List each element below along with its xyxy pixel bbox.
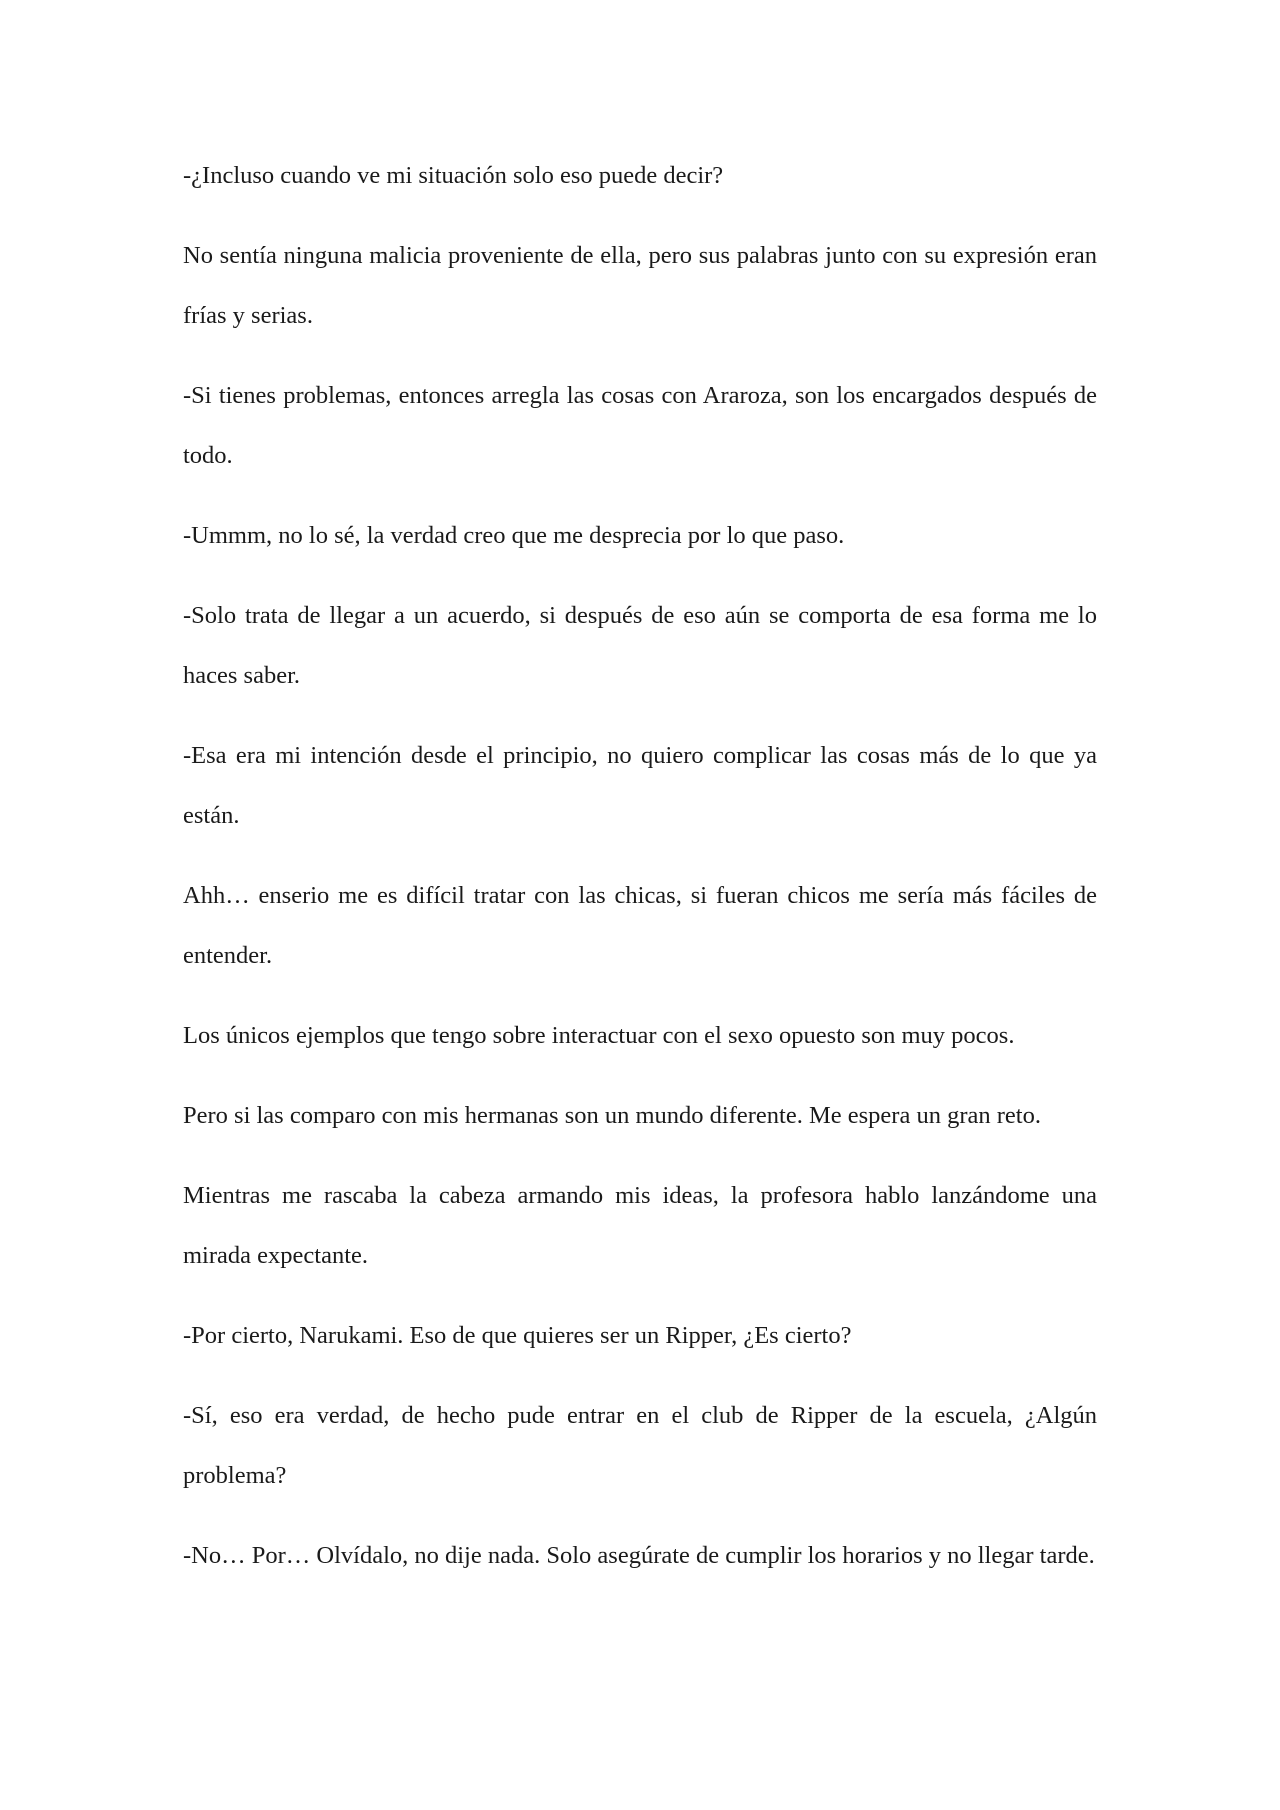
paragraph-10: Mientras me rascaba la cabeza armando mis ideas, la profesora hablo lanzándome una mirada expectante. (183, 1182, 1097, 1269)
paragraph-2: No sentía ninguna malicia proveniente de ella, pero sus palabras junto con su expresión eran frías y serias. (183, 242, 1097, 329)
paragraph-3: -Si tienes problemas, entonces arregla las cosas con Araroza, son los encargados después de todo. (183, 382, 1097, 469)
paragraph-7: Ahh… enserio me es difícil tratar con las chicas, si fueran chicos me sería más fáciles de entender. (183, 882, 1097, 969)
paragraph-12: -Sí, eso era verdad, de hecho pude entrar en el club de Ripper de la escuela, ¿Algún problema? (183, 1402, 1097, 1489)
paragraph-13: -No… Por… Olvídalo, no dije nada. Solo asegúrate de cumplir los horarios y no llegar tarde. (183, 1542, 1095, 1569)
paragraph-4: -Ummm, no lo sé, la verdad creo que me desprecia por lo que paso. (183, 522, 845, 549)
paragraph-1: -¿Incluso cuando ve mi situación solo eso puede decir? (183, 162, 724, 189)
paragraph-6: -Esa era mi intención desde el principio, no quiero complicar las cosas más de lo que ya están. (183, 742, 1097, 829)
paragraph-9: Pero si las comparo con mis hermanas son un mundo diferente. Me espera un gran reto. (183, 1102, 1041, 1129)
paragraph-5: -Solo trata de llegar a un acuerdo, si después de eso aún se comporta de esa forma me lo haces saber. (183, 602, 1097, 689)
paragraph-8: Los únicos ejemplos que tengo sobre interactuar con el sexo opuesto son muy pocos. (183, 1022, 1015, 1049)
paragraph-11: -Por cierto, Narukami. Eso de que quieres ser un Ripper, ¿Es cierto? (183, 1322, 852, 1349)
document-body (183, 146, 1097, 1606)
